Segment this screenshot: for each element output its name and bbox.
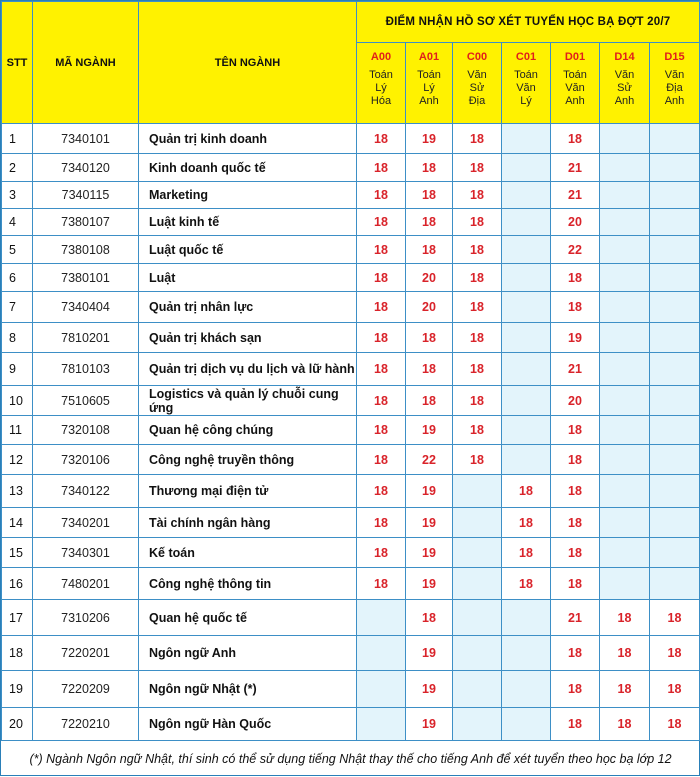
row-major-name: Công nghệ thông tin <box>139 568 357 600</box>
table-row <box>2 236 700 264</box>
score-cell-c00-empty <box>453 568 502 600</box>
score-cell-a01: 18 <box>406 353 453 386</box>
score-cell-d01: 18 <box>551 264 600 292</box>
combo-subject: Văn <box>453 69 501 82</box>
score-cell-a01: 19 <box>406 124 453 154</box>
row-major-name: Logistics và quản lý chuỗi cung ứng <box>139 386 357 416</box>
score-cell-d14: 18 <box>600 708 650 741</box>
score-cell-d01: 18 <box>551 636 600 671</box>
row-major-name: Quản trị dịch vụ du lịch và lữ hành <box>139 353 357 386</box>
score-cell-c01-empty <box>502 600 551 636</box>
score-cell-d01: 20 <box>551 209 600 236</box>
score-cell-d14-empty <box>600 154 650 182</box>
score-cell-a01: 18 <box>406 209 453 236</box>
score-cell-c00: 18 <box>453 445 502 475</box>
combo-subject: Lý <box>406 82 452 95</box>
table-row <box>2 671 700 708</box>
row-major-name: Luật quốc tế <box>139 236 357 264</box>
score-cell-a01: 18 <box>406 323 453 353</box>
score-cell-a00: 18 <box>357 292 406 323</box>
score-cell-c01-empty <box>502 209 551 236</box>
table-row <box>2 323 700 353</box>
table-row <box>2 445 700 475</box>
score-cell-d14: 18 <box>600 671 650 708</box>
row-major-code: 7510605 <box>33 386 139 416</box>
combo-subject: Văn <box>502 82 550 95</box>
header-combo-c00 <box>453 43 502 124</box>
score-cell-a00: 18 <box>357 538 406 568</box>
score-cell-d01: 18 <box>551 292 600 323</box>
score-cell-a00: 18 <box>357 323 406 353</box>
header-combo-a01 <box>406 43 453 124</box>
row-stt: 16 <box>2 568 33 600</box>
score-cell-d01: 21 <box>551 182 600 209</box>
row-stt: 15 <box>2 538 33 568</box>
score-cell-c01: 18 <box>502 538 551 568</box>
row-major-code: 7340115 <box>33 182 139 209</box>
score-cell-a00: 18 <box>357 353 406 386</box>
row-major-code: 7340201 <box>33 508 139 538</box>
score-cell-c01: 18 <box>502 475 551 508</box>
score-cell-a00-empty <box>357 708 406 741</box>
combo-subject: Anh <box>406 95 452 108</box>
score-cell-a01: 19 <box>406 508 453 538</box>
combo-subject: Anh <box>600 95 649 108</box>
score-cell-a01: 19 <box>406 568 453 600</box>
score-cell-a00: 18 <box>357 445 406 475</box>
table-row <box>2 209 700 236</box>
header-combo-a00 <box>357 43 406 124</box>
score-cell-d15-empty <box>650 475 700 508</box>
table-row <box>2 636 700 671</box>
row-major-name: Kinh doanh quốc tế <box>139 154 357 182</box>
row-major-name: Quan hệ quốc tế <box>139 600 357 636</box>
score-cell-a00-empty <box>357 636 406 671</box>
score-cell-d01: 18 <box>551 475 600 508</box>
score-cell-d15-empty <box>650 209 700 236</box>
row-major-code: 7380108 <box>33 236 139 264</box>
score-cell-d15-empty <box>650 182 700 209</box>
score-cell-a00: 18 <box>357 124 406 154</box>
score-cell-a01: 18 <box>406 154 453 182</box>
combo-subject: Toán <box>406 69 452 82</box>
score-cell-d14-empty <box>600 236 650 264</box>
score-cell-a00-empty <box>357 671 406 708</box>
row-stt: 11 <box>2 416 33 445</box>
score-cell-d15: 18 <box>650 636 700 671</box>
score-cell-c01-empty <box>502 671 551 708</box>
score-cell-d15-empty <box>650 323 700 353</box>
row-major-name: Luật <box>139 264 357 292</box>
row-stt: 3 <box>2 182 33 209</box>
table-row <box>2 508 700 538</box>
score-cell-d14-empty <box>600 124 650 154</box>
score-cell-c01: 18 <box>502 568 551 600</box>
score-cell-a01: 19 <box>406 538 453 568</box>
score-cell-d15: 18 <box>650 708 700 741</box>
row-major-code: 7340404 <box>33 292 139 323</box>
score-cell-d15-empty <box>650 508 700 538</box>
row-stt: 5 <box>2 236 33 264</box>
row-major-name: Thương mại điện tử <box>139 475 357 508</box>
score-cell-c00: 18 <box>453 209 502 236</box>
row-major-code: 7220210 <box>33 708 139 741</box>
row-stt: 2 <box>2 154 33 182</box>
score-cell-a01: 20 <box>406 292 453 323</box>
score-cell-d15: 18 <box>650 600 700 636</box>
score-cell-d14-empty <box>600 386 650 416</box>
row-major-name: Luật kinh tế <box>139 209 357 236</box>
table-row <box>2 416 700 445</box>
combo-code: A00 <box>357 51 405 63</box>
score-cell-c00: 18 <box>453 353 502 386</box>
row-stt: 14 <box>2 508 33 538</box>
score-cell-a01: 19 <box>406 636 453 671</box>
score-cell-c00: 18 <box>453 416 502 445</box>
row-major-name: Quản trị nhân lực <box>139 292 357 323</box>
score-cell-d01: 22 <box>551 236 600 264</box>
combo-subject: Sử <box>453 82 501 95</box>
score-cell-c01-empty <box>502 264 551 292</box>
score-cell-c01-empty <box>502 124 551 154</box>
table-row <box>2 386 700 416</box>
row-major-code: 7810201 <box>33 323 139 353</box>
score-cell-d14-empty <box>600 209 650 236</box>
header-combo-c01 <box>502 43 551 124</box>
score-cell-d01: 18 <box>551 508 600 538</box>
header-combo-d01 <box>551 43 600 124</box>
row-major-name: Marketing <box>139 182 357 209</box>
score-cell-c00: 18 <box>453 292 502 323</box>
row-major-code: 7320106 <box>33 445 139 475</box>
score-cell-c01-empty <box>502 323 551 353</box>
score-cell-d14-empty <box>600 264 650 292</box>
score-cell-a01: 19 <box>406 708 453 741</box>
combo-subject: Địa <box>650 82 699 95</box>
row-major-name: Ngôn ngữ Nhật (*) <box>139 671 357 708</box>
combo-subject: Sử <box>600 82 649 95</box>
row-major-code: 7340122 <box>33 475 139 508</box>
score-cell-c00: 18 <box>453 154 502 182</box>
score-cell-c01-empty <box>502 236 551 264</box>
score-cell-a00: 18 <box>357 182 406 209</box>
score-cell-c00-empty <box>453 475 502 508</box>
row-stt: 19 <box>2 671 33 708</box>
table-row <box>2 708 700 741</box>
table-row <box>2 182 700 209</box>
row-major-code: 7480201 <box>33 568 139 600</box>
table-row <box>2 538 700 568</box>
score-cell-d01: 21 <box>551 154 600 182</box>
score-cell-a00: 18 <box>357 475 406 508</box>
score-cell-d14-empty <box>600 568 650 600</box>
score-cell-d14-empty <box>600 508 650 538</box>
score-cell-d14-empty <box>600 445 650 475</box>
score-cell-d15-empty <box>650 353 700 386</box>
combo-code: A01 <box>406 51 452 63</box>
row-major-code: 7220201 <box>33 636 139 671</box>
score-cell-a01: 18 <box>406 236 453 264</box>
score-cell-d14: 18 <box>600 600 650 636</box>
row-major-name: Ngôn ngữ Hàn Quốc <box>139 708 357 741</box>
score-cell-a00: 18 <box>357 568 406 600</box>
score-cell-c00: 18 <box>453 264 502 292</box>
row-stt: 8 <box>2 323 33 353</box>
score-cell-d15-empty <box>650 416 700 445</box>
score-cell-c00-empty <box>453 600 502 636</box>
score-cell-a01: 20 <box>406 264 453 292</box>
score-cell-d01: 18 <box>551 445 600 475</box>
score-cell-d01: 18 <box>551 124 600 154</box>
score-cell-c00: 18 <box>453 386 502 416</box>
score-cell-d15-empty <box>650 445 700 475</box>
score-cell-d15-empty <box>650 264 700 292</box>
score-cell-a00: 18 <box>357 209 406 236</box>
score-cell-a00: 18 <box>357 508 406 538</box>
score-cell-d15-empty <box>650 154 700 182</box>
score-cell-c01-empty <box>502 416 551 445</box>
row-major-code: 7810103 <box>33 353 139 386</box>
row-stt: 12 <box>2 445 33 475</box>
score-cell-c00: 18 <box>453 236 502 264</box>
combo-subject: Hóa <box>357 95 405 108</box>
score-cell-c01-empty <box>502 708 551 741</box>
combo-subject: Địa <box>453 95 501 108</box>
table-row <box>2 600 700 636</box>
score-cell-c01-empty <box>502 182 551 209</box>
score-cell-a01: 18 <box>406 182 453 209</box>
score-cell-c01: 18 <box>502 508 551 538</box>
row-stt: 20 <box>2 708 33 741</box>
admission-score-table <box>1 1 700 777</box>
score-cell-a01: 18 <box>406 600 453 636</box>
combo-code: C01 <box>502 51 550 63</box>
combo-subject: Văn <box>650 69 699 82</box>
row-stt: 13 <box>2 475 33 508</box>
header-ma-nganh: MÃ NGÀNH <box>33 2 139 124</box>
row-stt: 4 <box>2 209 33 236</box>
row-major-name: Quản trị khách sạn <box>139 323 357 353</box>
score-cell-c01-empty <box>502 154 551 182</box>
row-major-code: 7310206 <box>33 600 139 636</box>
combo-subject: Anh <box>650 95 699 108</box>
combo-subject: Toán <box>502 69 550 82</box>
score-cell-a01: 19 <box>406 671 453 708</box>
score-cell-d15-empty <box>650 386 700 416</box>
row-major-name: Ngôn ngữ Anh <box>139 636 357 671</box>
table-row <box>2 264 700 292</box>
combo-code: D15 <box>650 51 699 63</box>
footnote: (*) Ngành Ngôn ngữ Nhật, thí sinh có thể sử dụng tiếng Nhật thay thế cho tiếng Anh để xét tuyển theo học bạ lớp 12 <box>2 741 700 777</box>
combo-subject: Lý <box>502 95 550 108</box>
score-cell-d14-empty <box>600 323 650 353</box>
score-cell-d01: 18 <box>551 538 600 568</box>
table-row <box>2 154 700 182</box>
header-combo-d15 <box>650 43 700 124</box>
header-stt: STT <box>2 2 33 124</box>
row-major-name: Quan hệ công chúng <box>139 416 357 445</box>
row-major-code: 7340301 <box>33 538 139 568</box>
score-cell-d14-empty <box>600 538 650 568</box>
score-cell-a00: 18 <box>357 236 406 264</box>
score-cell-d14-empty <box>600 416 650 445</box>
row-stt: 10 <box>2 386 33 416</box>
score-cell-d01: 21 <box>551 353 600 386</box>
score-cell-d14: 18 <box>600 636 650 671</box>
score-cell-d01: 18 <box>551 671 600 708</box>
row-major-code: 7340120 <box>33 154 139 182</box>
row-stt: 6 <box>2 264 33 292</box>
row-major-code: 7380107 <box>33 209 139 236</box>
score-cell-d01: 18 <box>551 708 600 741</box>
row-stt: 17 <box>2 600 33 636</box>
row-stt: 18 <box>2 636 33 671</box>
score-cell-c01-empty <box>502 636 551 671</box>
score-cell-a00: 18 <box>357 264 406 292</box>
row-major-code: 7220209 <box>33 671 139 708</box>
table-row <box>2 353 700 386</box>
score-cell-c00-empty <box>453 636 502 671</box>
score-cell-d15-empty <box>650 124 700 154</box>
row-stt: 9 <box>2 353 33 386</box>
score-cell-c00-empty <box>453 508 502 538</box>
row-major-name: Quản trị kinh doanh <box>139 124 357 154</box>
score-cell-a01: 22 <box>406 445 453 475</box>
table-row <box>2 124 700 154</box>
score-cell-a01: 19 <box>406 475 453 508</box>
score-cell-a01: 18 <box>406 386 453 416</box>
score-cell-d01: 20 <box>551 386 600 416</box>
score-cell-c00: 18 <box>453 124 502 154</box>
combo-code: D14 <box>600 51 649 63</box>
score-cell-c00-empty <box>453 708 502 741</box>
score-cell-c01-empty <box>502 353 551 386</box>
combo-subject: Văn <box>551 82 599 95</box>
row-major-code: 7380101 <box>33 264 139 292</box>
row-stt: 7 <box>2 292 33 323</box>
score-cell-d14-empty <box>600 182 650 209</box>
table-row <box>2 475 700 508</box>
table-body <box>2 124 700 741</box>
score-cell-a00: 18 <box>357 416 406 445</box>
combo-subject: Toán <box>551 69 599 82</box>
table-row <box>2 568 700 600</box>
score-cell-d15-empty <box>650 292 700 323</box>
score-cell-c00: 18 <box>453 182 502 209</box>
score-cell-d01: 18 <box>551 568 600 600</box>
row-major-name: Tài chính ngân hàng <box>139 508 357 538</box>
table-header <box>2 2 700 124</box>
score-cell-d01: 19 <box>551 323 600 353</box>
score-cell-d01: 21 <box>551 600 600 636</box>
combo-subject: Lý <box>357 82 405 95</box>
score-cell-d15-empty <box>650 538 700 568</box>
score-cell-d15: 18 <box>650 671 700 708</box>
score-cell-a00-empty <box>357 600 406 636</box>
combo-subject: Toán <box>357 69 405 82</box>
header-ten-nganh: TÊN NGÀNH <box>139 2 357 124</box>
combo-code: C00 <box>453 51 501 63</box>
row-major-code: 7340101 <box>33 124 139 154</box>
score-cell-c01-empty <box>502 386 551 416</box>
score-cell-d15-empty <box>650 568 700 600</box>
combo-subject: Anh <box>551 95 599 108</box>
row-stt: 1 <box>2 124 33 154</box>
score-cell-c00: 18 <box>453 323 502 353</box>
row-major-name: Công nghệ truyền thông <box>139 445 357 475</box>
score-cell-d01: 18 <box>551 416 600 445</box>
score-cell-c00-empty <box>453 671 502 708</box>
score-cell-c01-empty <box>502 445 551 475</box>
score-cell-a00: 18 <box>357 154 406 182</box>
combo-subject: Văn <box>600 69 649 82</box>
score-cell-a01: 19 <box>406 416 453 445</box>
table-row <box>2 292 700 323</box>
combo-code: D01 <box>551 51 599 63</box>
score-cell-a00: 18 <box>357 386 406 416</box>
score-cell-d14-empty <box>600 353 650 386</box>
header-combo-d14 <box>600 43 650 124</box>
header-score-group-title: ĐIỂM NHẬN HỒ SƠ XÉT TUYỂN HỌC BẠ ĐỢT 20/7 <box>357 2 700 43</box>
score-cell-d14-empty <box>600 475 650 508</box>
score-cell-c01-empty <box>502 292 551 323</box>
score-cell-d15-empty <box>650 236 700 264</box>
row-major-code: 7320108 <box>33 416 139 445</box>
score-cell-d14-empty <box>600 292 650 323</box>
row-major-name: Kế toán <box>139 538 357 568</box>
score-cell-c00-empty <box>453 538 502 568</box>
